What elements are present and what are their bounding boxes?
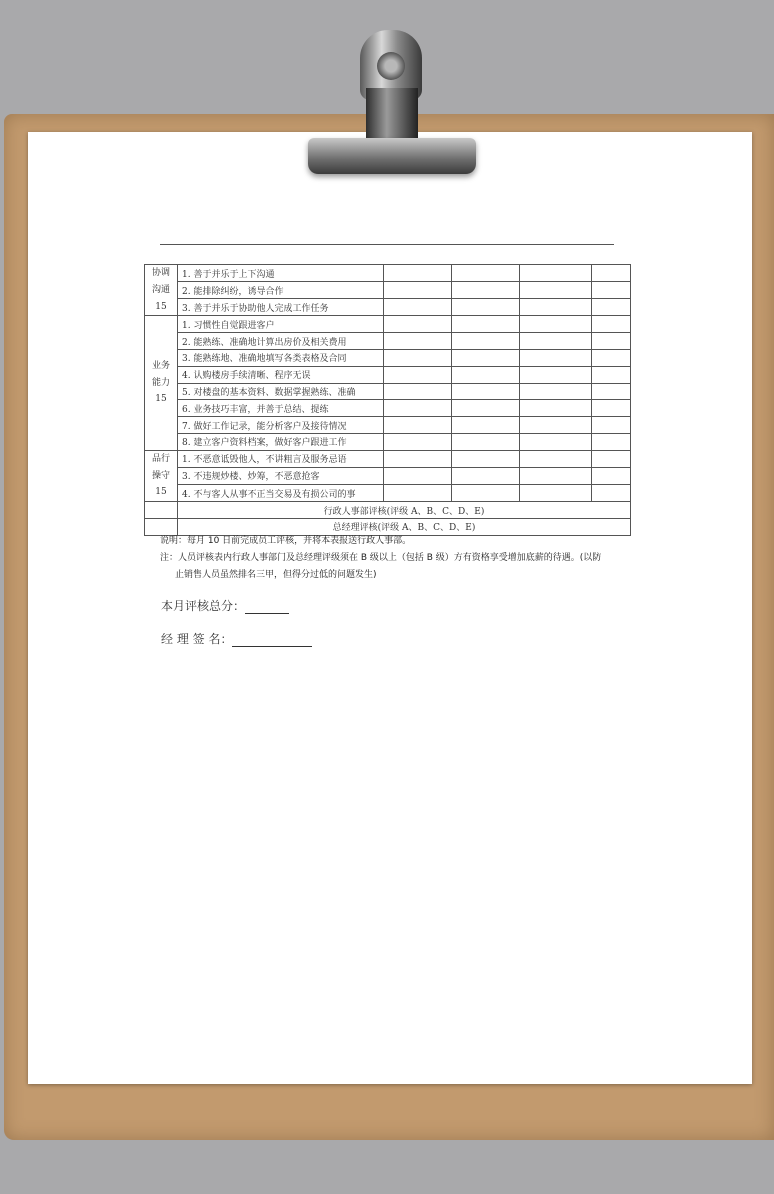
- score-cell[interactable]: [384, 433, 452, 450]
- score-cell[interactable]: [520, 265, 592, 282]
- score-cell[interactable]: [452, 349, 520, 366]
- score-cell[interactable]: [384, 349, 452, 366]
- score-cell[interactable]: [520, 316, 592, 333]
- score-cell[interactable]: [384, 400, 452, 417]
- table-row: [145, 450, 631, 467]
- score-cell[interactable]: [452, 282, 520, 299]
- item-text: 8. 建立客户资料档案，做好客户跟进工作: [178, 433, 384, 450]
- clip-base-icon: [308, 138, 476, 174]
- score-cell[interactable]: [592, 299, 631, 316]
- score-cell[interactable]: [452, 467, 520, 484]
- note-line: 止销售人员虽然排名三甲，但得分过低的问题发生): [175, 570, 377, 580]
- header-rule: [160, 244, 614, 245]
- item-text: 6. 业务技巧丰富，并善于总结、提练: [178, 400, 384, 417]
- score-cell[interactable]: [520, 299, 592, 316]
- score-cell[interactable]: [520, 383, 592, 400]
- score-cell[interactable]: [452, 485, 520, 502]
- score-cell[interactable]: [520, 400, 592, 417]
- score-cell[interactable]: [592, 316, 631, 333]
- score-cell[interactable]: [452, 450, 520, 467]
- manager-signature-label: 经 理 签 名：: [161, 632, 233, 646]
- item-text: 3. 能熟练地、准确地填写各类表格及合同: [178, 349, 384, 366]
- summary-row: [145, 502, 631, 519]
- score-cell[interactable]: [452, 433, 520, 450]
- score-cell[interactable]: [384, 282, 452, 299]
- score-cell[interactable]: [520, 467, 592, 484]
- score-cell[interactable]: [592, 400, 631, 417]
- total-score-label: 本月评核总分：: [161, 599, 246, 613]
- score-cell[interactable]: [384, 265, 452, 282]
- notes-block: [160, 533, 620, 584]
- score-cell[interactable]: [452, 417, 520, 434]
- score-cell[interactable]: [384, 316, 452, 333]
- table-row: [145, 316, 631, 333]
- item-text: 2. 能熟练、准确地计算出房价及相关费用: [178, 333, 384, 350]
- score-cell[interactable]: [592, 433, 631, 450]
- score-cell[interactable]: [452, 400, 520, 417]
- table-row: [145, 349, 631, 366]
- evaluation-table: [144, 264, 631, 536]
- item-text: 7. 做好工作记录，能分析客户及接待情况: [178, 417, 384, 434]
- score-cell[interactable]: [592, 366, 631, 383]
- category-cell: 业务 能力 15: [145, 316, 178, 450]
- score-cell[interactable]: [452, 299, 520, 316]
- item-text: 4. 认购楼房手续清晰、程序无误: [178, 366, 384, 383]
- manager-signature-row: [161, 630, 312, 647]
- table-row: [145, 366, 631, 383]
- score-cell[interactable]: [384, 333, 452, 350]
- item-text: 2. 能排除纠纷，诱导合作: [178, 282, 384, 299]
- score-cell[interactable]: [384, 450, 452, 467]
- item-text: 4. 不与客人从事不正当交易及有损公司的事: [178, 485, 384, 502]
- score-cell[interactable]: [592, 485, 631, 502]
- table-row: [145, 333, 631, 350]
- item-text: 1. 不恶意诋毁他人，不讲粗言及服务忌语: [178, 450, 384, 467]
- score-cell[interactable]: [520, 485, 592, 502]
- score-cell[interactable]: [592, 383, 631, 400]
- category-cell: 协调 沟通 15: [145, 265, 178, 316]
- item-text: 1. 习惯性自觉跟进客户: [178, 316, 384, 333]
- summary-blank-cell: [145, 502, 178, 519]
- category-cell: 品行 操守 15: [145, 450, 178, 501]
- score-cell[interactable]: [592, 467, 631, 484]
- table-row: [145, 467, 631, 484]
- score-cell[interactable]: [384, 485, 452, 502]
- note-line: 说明：每月 10 日前完成员工评核，并将本表报送行政人事部。: [160, 536, 412, 546]
- score-cell[interactable]: [520, 366, 592, 383]
- score-cell[interactable]: [592, 282, 631, 299]
- table-row: [145, 400, 631, 417]
- score-cell[interactable]: [384, 366, 452, 383]
- score-cell[interactable]: [520, 417, 592, 434]
- total-score-field[interactable]: [245, 600, 289, 614]
- table-row: [145, 417, 631, 434]
- score-cell[interactable]: [384, 467, 452, 484]
- total-score-row: [161, 597, 289, 614]
- table-row: [145, 433, 631, 450]
- score-cell[interactable]: [452, 383, 520, 400]
- score-cell[interactable]: [452, 366, 520, 383]
- table-row: [145, 299, 631, 316]
- score-cell[interactable]: [520, 450, 592, 467]
- table-row: [145, 383, 631, 400]
- item-text: 3. 不违规炒楼、炒筹，不恶意抢客: [178, 467, 384, 484]
- score-cell[interactable]: [592, 349, 631, 366]
- clip-neck: [366, 88, 418, 142]
- score-cell[interactable]: [592, 265, 631, 282]
- item-text: 3. 善于并乐于协助他人完成工作任务: [178, 299, 384, 316]
- score-cell[interactable]: [452, 316, 520, 333]
- item-text: 5. 对楼盘的基本资料、数据掌握熟练、准确: [178, 383, 384, 400]
- score-cell[interactable]: [452, 265, 520, 282]
- score-cell[interactable]: [384, 299, 452, 316]
- admin-evaluation-label: 行政人事部评核(评级 A、B、C、D、E): [178, 502, 631, 519]
- score-cell[interactable]: [520, 333, 592, 350]
- table-row: [145, 265, 631, 282]
- gm-evaluation-label: 总经理评核(评级 A、B、C、D、E): [178, 518, 631, 535]
- table-row: [145, 485, 631, 502]
- score-cell[interactable]: [452, 333, 520, 350]
- item-text: 1. 善于并乐于上下沟通: [178, 265, 384, 282]
- score-cell[interactable]: [384, 383, 452, 400]
- score-cell[interactable]: [520, 349, 592, 366]
- score-cell[interactable]: [592, 450, 631, 467]
- manager-signature-field[interactable]: [232, 633, 312, 647]
- score-cell[interactable]: [592, 417, 631, 434]
- score-cell[interactable]: [592, 333, 631, 350]
- table-row: [145, 282, 631, 299]
- score-cell[interactable]: [384, 417, 452, 434]
- score-cell[interactable]: [520, 433, 592, 450]
- note-line: 注：人员评核表内行政人事部门及总经理评级须在 B 级以上（包括 B 级）方有资格享受增加底薪的待遇。(以防: [160, 553, 602, 563]
- score-cell[interactable]: [520, 282, 592, 299]
